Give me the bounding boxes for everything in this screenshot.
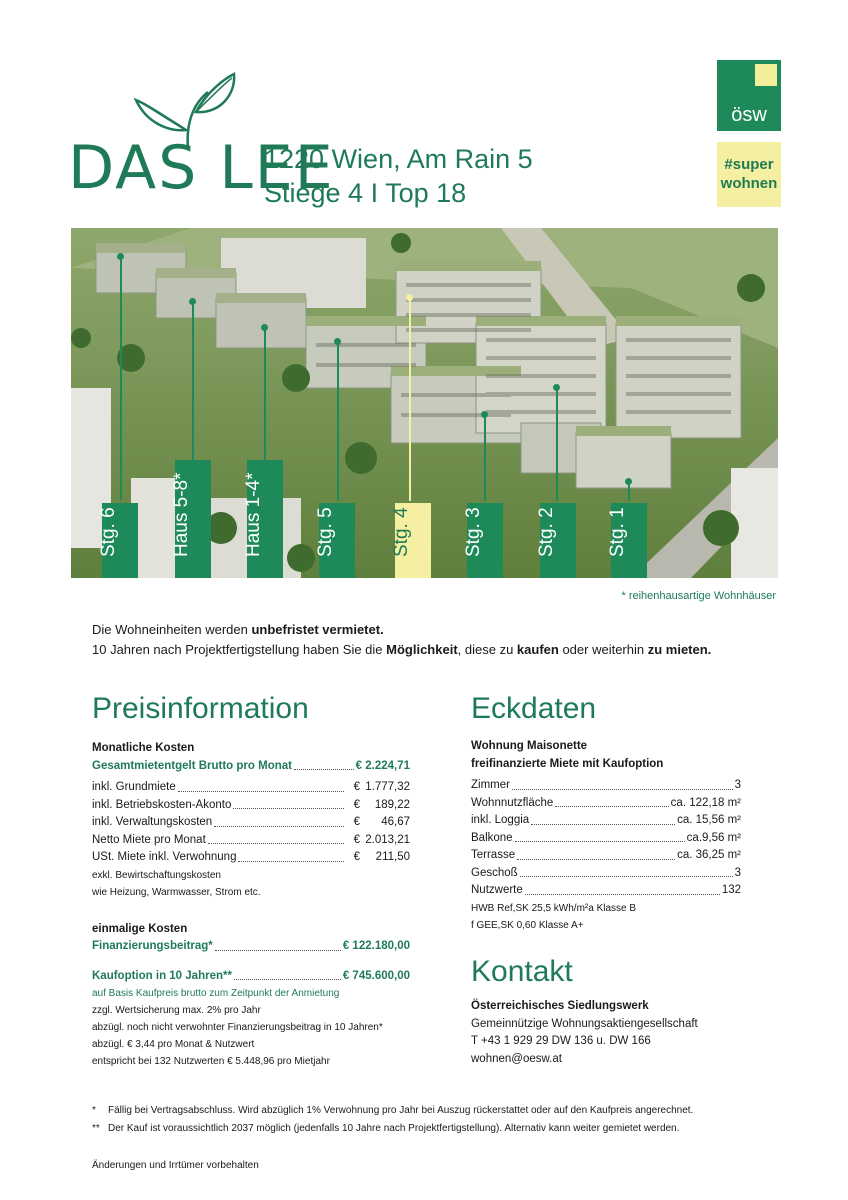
badge-line-1: #super xyxy=(724,156,774,173)
kontakt-sub: Gemeinnützige Wohnungsaktiengesellschaft xyxy=(471,1017,698,1030)
fin-row xyxy=(92,938,410,956)
address-line-1: 1220 Wien, Am Rain 5 xyxy=(264,144,533,174)
eck-value: ca. 122,18 m² xyxy=(670,796,741,809)
cost-row xyxy=(92,832,410,850)
super-wohnen-badge xyxy=(717,142,781,207)
cost-label: Netto Miete pro Monat xyxy=(92,833,206,846)
currency: € xyxy=(353,851,360,863)
currency: € xyxy=(353,833,360,846)
intro-bold: unbefristet vermietet. xyxy=(251,622,384,637)
pin-text: Haus 1-4* xyxy=(243,472,264,557)
intro-text-part: oder weiterhin xyxy=(558,642,648,657)
intro-line-2 xyxy=(92,640,792,660)
dot-leader xyxy=(517,847,675,860)
dot-leader xyxy=(238,849,344,862)
currency: € xyxy=(353,816,360,828)
monthly-heading: Monatliche Kosten xyxy=(92,742,195,754)
cost-row xyxy=(92,779,410,797)
pin-label xyxy=(463,503,503,578)
osw-logo xyxy=(717,60,781,131)
kauf-label: Kaufoption in 10 Jahren** xyxy=(92,969,232,982)
pin-line xyxy=(264,327,266,461)
pin-line xyxy=(628,481,630,501)
disclaimer: Änderungen und Irrtümer vorbehalten xyxy=(92,1160,259,1171)
preisinformation-section xyxy=(92,740,410,1070)
total-row xyxy=(92,758,410,776)
once-heading: einmalige Kosten xyxy=(92,922,188,935)
dot-leader xyxy=(214,814,344,827)
pin-text: Stg. 5 xyxy=(315,507,336,557)
footnote-text: Fällig bei Vertragsabschluss. Wird abzüglich 1% Verwohnung pro Jahr bei Auszug rückerstattet oder auf den Kaufpreis angerechnet. xyxy=(108,1105,694,1116)
eck-label: inkl. Loggia xyxy=(471,814,530,826)
intro-text-part: 10 Jahren nach Projektfertigstellung haben Sie die xyxy=(92,642,387,657)
cost-value: 1.777,32 xyxy=(365,781,410,793)
pin-text: Stg. 4 xyxy=(391,507,412,557)
intro-bold: Möglichkeit xyxy=(386,642,458,657)
pin-label xyxy=(536,503,576,578)
pin-line xyxy=(337,341,339,501)
eck-label: Wohnnutzfläche xyxy=(471,796,554,809)
eck-value: 3 xyxy=(734,866,741,879)
cost-note: exkl. Bewirtschaftungskosten xyxy=(92,869,221,881)
cost-value: 211,50 xyxy=(375,851,410,863)
cost-note: wie Heizung, Warmwasser, Strom etc. xyxy=(92,886,261,898)
footnote xyxy=(92,1120,772,1138)
eck-row xyxy=(471,865,741,883)
eck-value: 132 xyxy=(721,884,741,896)
pin-line xyxy=(409,297,411,501)
eck-value: ca.9,56 m² xyxy=(686,831,741,844)
pin-text: Haus 5-8* xyxy=(171,472,192,557)
kauf-detail: abzügl. noch nicht verwohnter Finanzierungsbeitrag in 10 Jahren* xyxy=(92,1022,383,1033)
hwb-value: HWB Ref,SK 25,5 kWh/m²a Klasse B xyxy=(471,902,637,914)
image-footnote: * reihenhausartige Wohnhäuser xyxy=(621,590,776,602)
fin-label: Finanzierungsbeitrag* xyxy=(92,940,213,952)
pin-label xyxy=(171,460,211,578)
dot-leader xyxy=(525,882,720,895)
intro-text-part: Die Wohneinheiten werden xyxy=(92,622,252,637)
eck-label: Nutzwerte xyxy=(471,884,523,896)
dot-leader xyxy=(234,968,341,981)
badge-line-2: wohnen xyxy=(720,175,778,192)
cost-row xyxy=(92,849,410,867)
aerial-rendering xyxy=(71,228,778,578)
eck-label: Balkone xyxy=(471,831,513,844)
kauf-detail: abzügl. € 3,44 pro Monat & Nutzwert xyxy=(92,1039,255,1050)
kauf-detail: zzgl. Wertsicherung max. 2% pro Jahr xyxy=(92,1005,261,1016)
footnote xyxy=(92,1102,772,1120)
pin-label xyxy=(243,460,283,578)
footnotes xyxy=(92,1102,772,1138)
footnote-text: Der Kauf ist voraussichtlich 2037 möglich (jedenfalls 10 Jahre nach Projektfertigstellung). Alternativ kann weiter gemietet werden. xyxy=(108,1123,680,1134)
eck-heading-1: Wohnung Maisonette xyxy=(471,740,588,752)
kontakt-org: Österreichisches Siedlungswerk xyxy=(471,1000,649,1012)
eck-row xyxy=(471,830,741,848)
pin-line xyxy=(192,301,194,461)
cost-label: inkl. Verwaltungskosten xyxy=(92,816,213,828)
dot-leader xyxy=(215,938,341,951)
eck-value: ca. 36,25 m² xyxy=(677,849,741,861)
logo-text: DAS LEE xyxy=(68,133,335,203)
footnote-mark: * xyxy=(92,1105,96,1116)
eck-row xyxy=(471,777,741,795)
pin-text: Stg. 3 xyxy=(463,507,484,557)
eck-label: Geschoß xyxy=(471,866,518,879)
address xyxy=(264,142,533,210)
kontakt-phone[interactable]: T +43 1 929 29 DW 136 u. DW 166 xyxy=(471,1035,651,1047)
eck-row xyxy=(471,795,741,813)
dot-leader xyxy=(512,777,733,790)
pin-line xyxy=(120,256,122,500)
intro-line-1 xyxy=(92,620,792,640)
kauf-value: € 745.600,00 xyxy=(342,969,410,982)
dot-leader xyxy=(208,832,344,845)
footnote-mark: ** xyxy=(92,1123,100,1134)
pin-label xyxy=(98,503,138,578)
kontakt-email-link[interactable]: wohnen@oesw.at xyxy=(471,1052,562,1065)
kontakt-section xyxy=(471,998,771,1068)
cost-row xyxy=(92,797,410,815)
intro-bold: kaufen xyxy=(516,642,559,657)
logo-square-icon xyxy=(755,64,777,86)
eck-label: Terrasse xyxy=(471,849,516,861)
total-label: Gesamtmietentgelt Brutto pro Monat xyxy=(92,759,292,772)
eckdaten-section xyxy=(471,738,741,934)
cost-value: 46,67 xyxy=(381,816,410,828)
osw-logo-text: ösw xyxy=(731,104,767,126)
currency: € xyxy=(353,798,360,811)
cost-label: USt. Miete inkl. Verwohnung xyxy=(92,851,237,863)
eck-value: 3 xyxy=(734,779,741,791)
cost-value: 189,22 xyxy=(374,798,410,811)
fgee-value: f GEE,SK 0,60 Klasse A+ xyxy=(471,919,584,931)
pin-text: Stg. 2 xyxy=(536,507,557,557)
dot-leader xyxy=(178,779,344,792)
cost-label: inkl. Grundmiete xyxy=(92,781,176,793)
dot-leader xyxy=(294,758,354,771)
preisinformation-title: Preisinformation xyxy=(92,692,309,725)
dot-leader xyxy=(515,830,685,843)
total-value: € 2.224,71 xyxy=(355,759,410,772)
eck-row xyxy=(471,847,741,865)
cost-row xyxy=(92,814,410,832)
dot-leader xyxy=(520,865,733,878)
pin-label xyxy=(315,503,355,578)
pin-text: Stg. 1 xyxy=(607,507,628,557)
intro-bold: zu mieten. xyxy=(647,642,712,657)
address-line-2: Stiege 4 I Top 18 xyxy=(264,178,467,208)
dot-leader xyxy=(555,795,668,808)
cost-label: inkl. Betriebskosten-Akonto xyxy=(92,798,232,811)
kauf-detail: entspricht bei 132 Nutzwerten € 5.448,96 pro Mietjahr xyxy=(92,1056,330,1067)
kauf-row xyxy=(92,968,410,986)
intro-text-part: , diese zu xyxy=(457,642,517,657)
pin-label xyxy=(607,503,647,578)
kontakt-title: Kontakt xyxy=(471,955,573,988)
fin-value: € 122.180,00 xyxy=(342,940,410,952)
intro-text xyxy=(92,620,792,660)
eck-label: Zimmer xyxy=(471,779,510,791)
dot-leader xyxy=(233,797,344,810)
eck-row xyxy=(471,812,741,830)
cost-value: 2.013,21 xyxy=(365,833,410,846)
dot-leader xyxy=(531,812,675,825)
eckdaten-title: Eckdaten xyxy=(471,692,597,725)
pin-line xyxy=(556,387,558,501)
currency: € xyxy=(353,781,360,793)
eck-value: ca. 15,56 m² xyxy=(677,814,741,826)
eck-row xyxy=(471,882,741,900)
eck-heading-2: freifinanzierte Miete mit Kaufoption xyxy=(471,757,664,770)
pin-label xyxy=(391,503,431,578)
pin-text: Stg. 6 xyxy=(98,507,119,557)
pin-line xyxy=(484,414,486,501)
kauf-note: auf Basis Kaufpreis brutto zum Zeitpunkt der Anmietung xyxy=(92,988,340,999)
